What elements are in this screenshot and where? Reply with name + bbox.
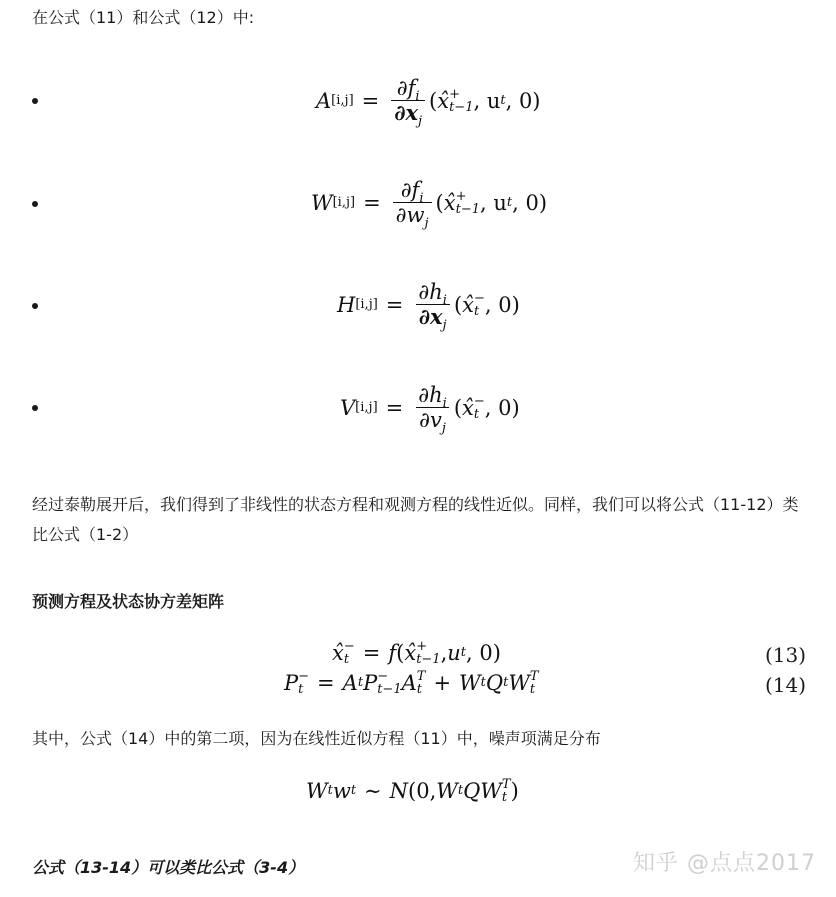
jacobian-a-equation: A [i,j] = $\frac{\partial f_i}{\partial x_j}$ ( x̂ + t−1 , u t , 0) bbox=[316, 76, 541, 130]
bullet-dot bbox=[32, 201, 38, 207]
paragraph-taylor: 经过泰勒展开后，我们得到了非线性的状态方程和观测方程的线性近似。同样，我们可以将公式（11-12）类比公式（1-2） bbox=[32, 495, 799, 544]
watermark: 知乎 @点点2017 bbox=[633, 851, 816, 876]
bullet-dot bbox=[32, 303, 38, 309]
bullet-dot bbox=[32, 98, 38, 104]
prediction-equation-13: x̂ − t = f ( x̂ + t−1 , u t , 0) bbox=[332, 639, 501, 667]
section-heading: 预测方程及状态协方差矩阵 bbox=[32, 592, 225, 611]
jacobian-w-equation: W [i,j] = $\frac{\partial f_i}{\partial w_j}$ ( x̂ + t−1 , u t , 0) bbox=[311, 178, 548, 232]
jacobian-v-equation: V [i,j] = $\frac{\partial h_i}{\partial v_j}$ ( x̂ − t , 0) bbox=[340, 383, 520, 437]
covariance-equation-14: P − t = A t P − t−1 A T t + W t Q t W T t bbox=[284, 669, 539, 697]
section-heading-analogy: 公式（13-14）可以类比公式（3-4） bbox=[32, 858, 305, 877]
intro-text: 在公式（11）和公式（12）中: bbox=[32, 8, 255, 27]
jacobian-h-equation: H [i,j] = $\frac{\partial h_i}{\partial x_j}$ ( x̂ − t , 0) bbox=[337, 280, 520, 334]
equation-number-13: (13) bbox=[764, 643, 806, 667]
noise-distribution-equation: W t w t ∼ N (0, W t QW T t ) bbox=[306, 777, 519, 805]
bullet-dot bbox=[32, 405, 38, 411]
paragraph-noise: 其中，公式（14）中的第二项，因为在线性近似方程（11）中，噪声项满足分布 bbox=[32, 729, 601, 748]
equation-number-14: (14) bbox=[764, 673, 806, 697]
